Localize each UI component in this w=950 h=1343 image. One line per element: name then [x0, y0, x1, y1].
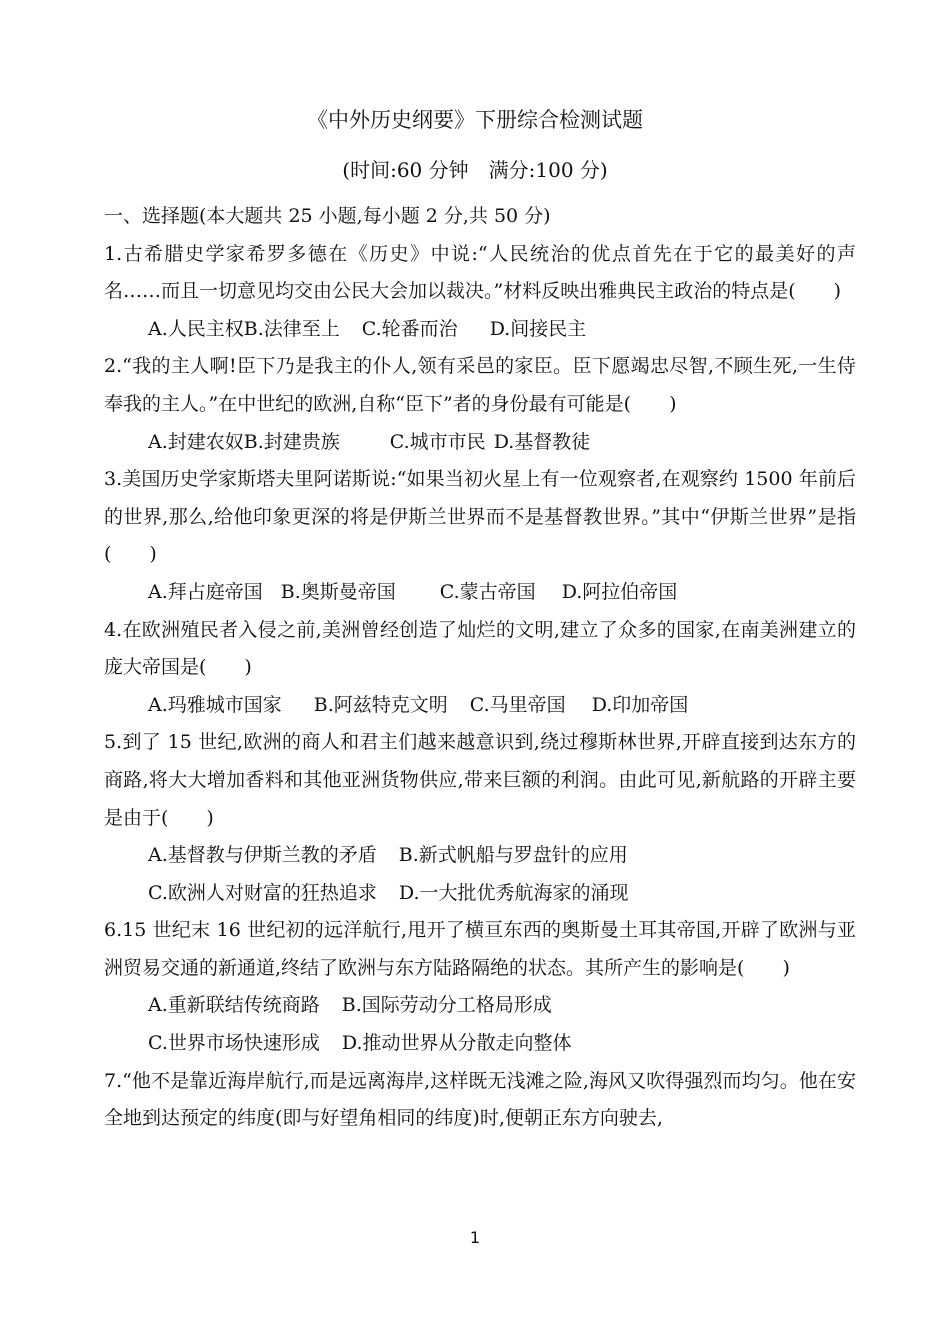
question-2-option-d: D.基督教徒 — [493, 430, 591, 453]
question-3-option-b: B.奥斯曼帝国 — [280, 580, 396, 603]
question-6-options-row-2 — [104, 1025, 856, 1063]
question-6-options-row-1 — [104, 987, 856, 1025]
question-5-options-row-2 — [104, 875, 856, 913]
question-4-option-b: B.阿兹特克文明 — [313, 693, 448, 716]
question-6-option-d: D.推动世界从分散走向整体 — [341, 1032, 572, 1055]
question-2-options — [104, 424, 856, 462]
question-7-stem: 7.“他不是靠近海岸航行,而是远离海岸,这样既无浅滩之险,海风又吹得强烈而均匀。他在安全地到达预定的纬度(即与好望角相同的纬度)时,便朝正东方向驶去, — [104, 1069, 856, 1130]
question-content — [104, 198, 856, 1138]
question-6-option-b: B.国际劳动分工格局形成 — [341, 994, 552, 1017]
question-1-stem: 1.古希腊史学家希罗多德在《历史》中说:“人民统治的优点首先在于它的最美好的声名……而且一切意见均交由公民大会加以裁决。”材料反映出雅典民主政治的特点是( ) — [104, 242, 856, 303]
question-6-stem: 6.15 世纪末 16 世纪初的远洋航行,甩开了横亘东西的奥斯曼土耳其帝国,开辟了欧洲与亚洲贸易交通的新通道,终结了欧洲与东方陆路隔绝的状态。其所产生的影响是( ) — [104, 919, 856, 979]
question-4-options — [104, 687, 856, 725]
page-number: 1 — [469, 1228, 481, 1247]
exam-time-and-score: (时间:60 分钟 满分:100 分) — [342, 158, 608, 182]
question-4-option-c: C.马里帝国 — [469, 693, 566, 716]
question-4-option-d: D.印加帝国 — [591, 693, 689, 716]
section-heading: 一、选择题(本大题共 25 小题,每小题 2 分,共 50 分) — [104, 205, 551, 227]
question-5-option-d: D.一大批优秀航海家的涌现 — [398, 881, 629, 904]
question-1-options — [104, 311, 856, 349]
question-2-option-a: A.封建农奴 — [148, 430, 244, 453]
question-1-option-b: B.法律至上 — [243, 317, 340, 340]
question-5-options-row-1 — [104, 837, 856, 875]
question-2-option-b: B.封建贵族 — [243, 430, 340, 453]
question-6-option-a: A.重新联结传统商路 — [148, 994, 320, 1017]
question-5-stem: 5.到了 15 世纪,欧洲的商人和君主们越来越意识到,绕过穆斯林世界,开辟直接到达东方的商路,将大大增加香料和其他亚洲货物供应,带来巨额的利润。由此可见,新航路的开辟主要是由于( ) — [104, 731, 856, 829]
question-5-option-c: C.欧洲人对财富的狂热追求 — [148, 881, 377, 904]
question-6-option-c: C.世界市场快速形成 — [148, 1032, 320, 1055]
question-3-option-a: A.拜占庭帝国 — [148, 580, 263, 603]
page-title: 《中外历史纲要》下册综合检测试题 — [307, 108, 643, 132]
question-4-stem: 4.在欧洲殖民者入侵之前,美洲曾经创造了灿烂的文明,建立了众多的国家,在南美洲建立的庞大帝国是( ) — [104, 618, 856, 679]
question-3-options — [104, 574, 856, 612]
question-5-option-a: A.基督教与伊斯兰教的矛盾 — [148, 844, 377, 867]
question-5-option-b: B.新式帆船与罗盘针的应用 — [398, 844, 628, 867]
question-4-option-a: A.玛雅城市国家 — [148, 693, 282, 716]
question-1-option-d: D.间接民主 — [489, 317, 587, 340]
question-1-option-a: A.人民主权 — [148, 317, 244, 340]
question-1-option-c: C.轮番而治 — [361, 317, 458, 340]
question-2-stem: 2.“我的主人啊!臣下乃是我主的仆人,领有采邑的家臣。臣下愿竭忠尽智,不顾生死,一生侍奉我的主人。”在中世纪的欧洲,自称“臣下”者的身份最有可能是( ) — [104, 355, 856, 415]
question-3-option-c: C.蒙古帝国 — [439, 580, 536, 603]
question-3-stem: 3.美国历史学家斯塔夫里阿诺斯说:“如果当初火星上有一位观察者,在观察约 1500 年前后的世界,那么,给他印象更深的将是伊斯兰世界而不是基督教世界。”其中“伊斯兰世界”是指( ) — [104, 468, 856, 566]
question-2-option-c: C.城市市民 — [389, 430, 486, 453]
question-3-option-d: D.阿拉伯帝国 — [561, 580, 678, 603]
